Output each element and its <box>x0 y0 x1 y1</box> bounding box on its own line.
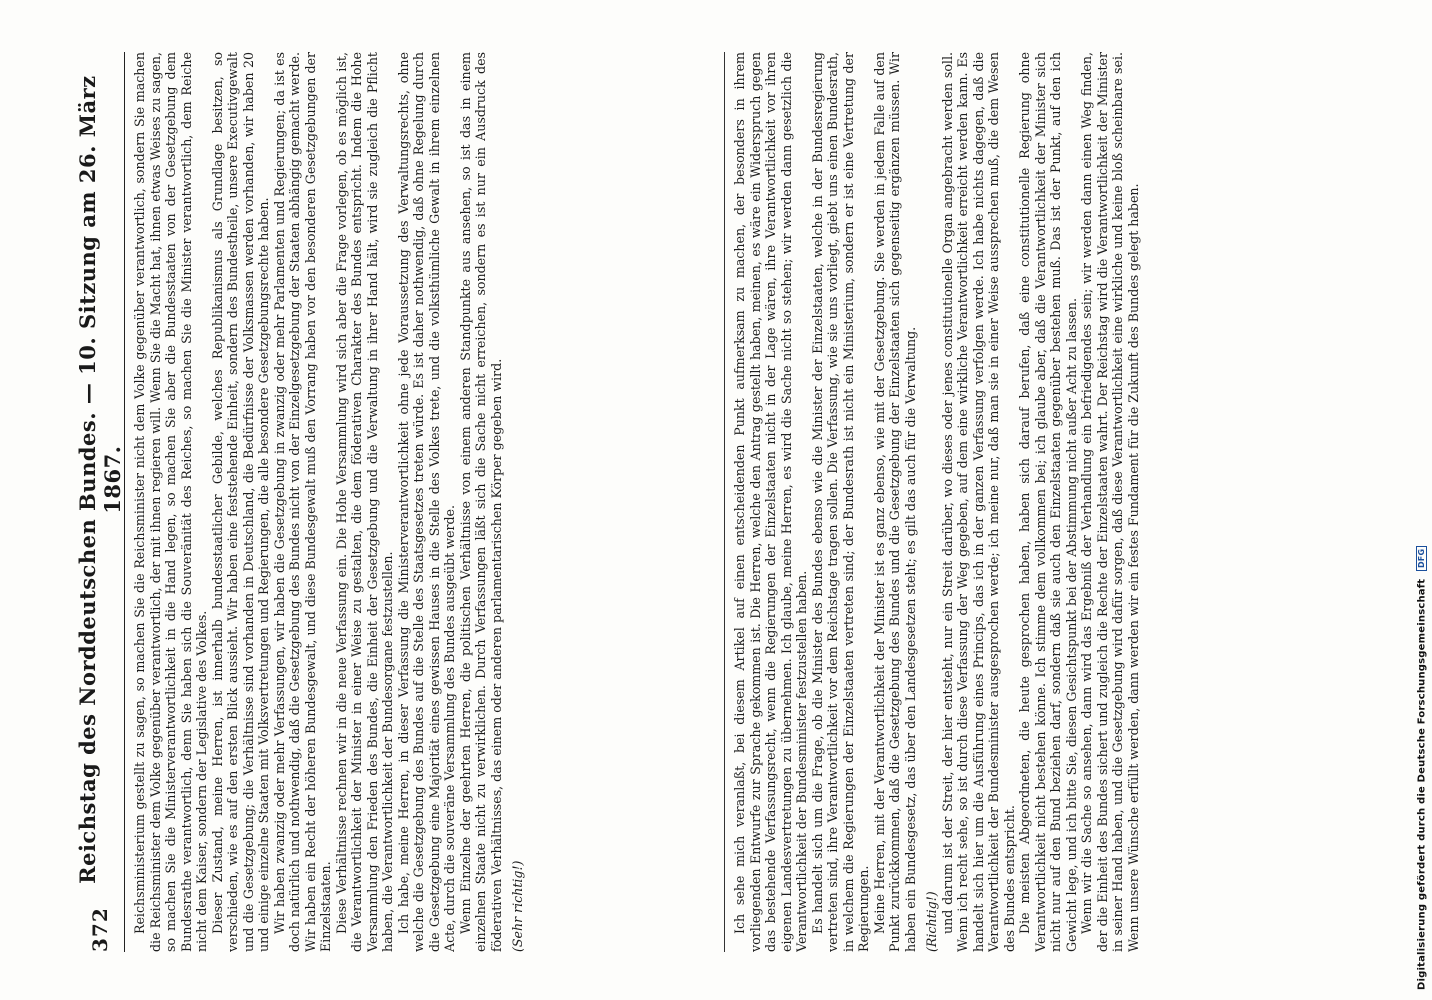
column-rule <box>724 52 725 952</box>
digitization-credit <box>1416 546 1428 990</box>
page-number: 372 <box>88 907 112 952</box>
paragraph: Meine Herren, mit der Verantwortlichkeit der Minister ist es ganz ebenso, wie mit der Gesetzgebung. Sie werden in jedem Falle auf den Punkt zurückkommen, daß die Gesetzgebung des Bundes und die Gesetzgebung der Einzelstaaten sich gegenseitig ergänzen müssen. Wir haben ein Bundesgesetz, das über den Landesgesetzen steht; es gilt das auch für die Verwaltung. <box>871 52 918 952</box>
paragraph: Wir haben zwanzig oder mehr Verfassungen, wir haben die Gesetzgebung in zwanzig oder mehr Parlamenten und Regierungen; da ist es doch natürlich und nothwendig, daß die Gesetzgebung des Bundes nicht von der Einzelgesetzgebung der Staaten abhängig gemacht werde. Wir haben ein Recht der höheren Bundesgewalt, und diese Bundesgewalt muß den Vorrang haben vor den besonderen Gesetzgebungen der Einzelstaaten. <box>271 52 333 952</box>
paragraph: Ich sehe mich veranlaßt, bei diesem Artikel auf einen entscheidenden Punkt aufmerksam zu machen, der besonders in ihrem vorliegenden Entwurfe zur Sprache gekommen ist. Die Herren, welche den Antrag gestellt haben, meinen, es wäre ein Widerspruch gegen das bestehende Verfassungsrecht, wenn die Regierungen der Einzelstaaten nicht in der Lage wären, ihre Verantwortlichkeit vor ihren eigenen Landesvertretungen zu übernehmen. Ich glaube, meine Herren, es wird die Sache nicht so stehen; wir werden dann gesetzlich die Verantwortlichkeit der Bundesminister festzustellen haben. <box>732 52 809 952</box>
running-head: Reichstag des Norddeutschen Bundes. — 10. Sitzung am 26. März 1867. <box>75 75 125 884</box>
paragraph: Wenn Einzelne der geehrten Herren, die politischen Verhältnisse von einem anderen Standpunkte aus ansehen, so ist das in einem einzelnen Staate nicht zu verwirklichen. Durch Verfassungen läßt sich die Sache nicht erreichen, sondern es ist nur ein Ausdruck des föderativen Verhältnisses, das einem oder anderen parlamentarischen Körper gegeben wird. <box>457 52 504 952</box>
rotated-page <box>76 52 1406 952</box>
paragraph: Die meisten Abgeordneten, die heute gesprochen haben, haben sich darauf berufen, daß eine constitutionelle Regierung ohne Verantwortlichkeit nicht bestehen könne. Ich stimme dem vollkommen bei; ich glaube aber, daß die Verantwortlichkeit der Minister sich nicht nur auf den Bund beziehen darf, sondern daß sie auch den Einzelstaaten gegenüber bestehen muß. Das ist der Punkt, auf den ich Gewicht lege, und ich bitte Sie, diesen Gesichtspunkt bei der Abstimmung nicht außer Acht zu lassen. <box>1017 52 1079 952</box>
paragraph: Dieser Zustand, meine Herren, ist innerhalb bundesstaatlicher Gebilde, welches Republikanismus als Grundlage besitzen, so verschieden, wie es auf den ersten Blick aussieht. Wir haben eine feststehende Einheit, sondern des Bundestheile, unsere Executivgewalt und die Gesetzgebung; die Verhältnisse sind vorhanden in Deutschland, die Bedürfnisse der Volksmassen werden vorhanden, wir haben 20 und einige einzelne Staaten mit Volksvertretungen und Regierungen, die alle besondere Gesetzgebungsrechte haben. <box>209 52 271 952</box>
page-header <box>76 52 125 952</box>
right-column <box>732 52 1392 952</box>
paragraph: Ich habe, meine Herren, in dieser Verfassung die Ministerverantwortlichkeit ohne jede Voraussetzung des Verwaltungsrechts, ohne welche die Gesetzgebung des Bundes auf die Stelle des Staatsgesetzes treten würde. Es ist daher nothwendig, daß ohne Regelung durch die Gesetzgebung eine Majorität eines gewissen Hauses in die Stelle des Volkes trete, und die volksthümliche Gewalt in ihrem einzelnen Acte, durch die souveräne Versammlung des Bundes ausgeübt werde. <box>395 52 457 952</box>
dfg-logo-icon: DFG <box>1416 546 1427 571</box>
paragraph: Es handelt sich um die Frage, ob die Minister des Bundes ebenso wie die Minister der Einzelstaaten, welche in der Bundesregierung vertreten sind, ihre Verantwortlichkeit vor dem Reichstage tragen sollen. Die Verfassung, wie sie uns vorliegt, giebt uns einen Bundesrath, in welchem die Regierungen der Einzelstaaten vertreten sind; der Bundesrath ist nicht ein Ministerium, sondern er ist eine Vertretung der Regierungen. <box>809 52 871 952</box>
applause-note: (Sehr richtig!) <box>510 860 525 952</box>
paragraph: Wenn wir die Sache so ansehen, dann wird das Ergebniß der Verhandlung ein befriedigendes sein; wir werden dann einen Weg finden, der die Einheit des Bundes sichert und zugleich die Rechte der Einzelstaaten wahrt. Der Reichstag wird die Verantwortlichkeit der Minister in seiner Hand haben, und die Gesetzgebung wird dafür sorgen, daß diese Verantwortlichkeit eine wirkliche und keine bloß scheinbare sei. Wenn unsere Wünsche erfüllt werden, dann werden wir ein festes Fundament für die Zukunft des Bundes gelegt haben. <box>1079 52 1141 952</box>
applause-note: (Richtig!) <box>924 891 939 952</box>
paragraph: und darum ist der Streit, der hier entsteht, nur ein Streit darüber, wo dieses oder jenes constitutionelle Organ angebracht werden soll. Wenn ich recht sehe, so ist durch diese Verfassung der Weg gegeben, auf dem eine wirkliche Verantwortlichkeit erreicht werden kann. Es handelt sich hier um die Ausführung eines Princips, das ich in der ganzen Verfassung verfolgen werde. Ich habe nichts dagegen, daß die Verantwortlichkeit der Bundesminister ausgesprochen werde; ich meine nur, daß man sie in einer Weise aussprechen muß, die dem Wesen des Bundes entspricht. <box>939 52 1017 952</box>
text-columns <box>132 52 1402 952</box>
page <box>76 52 1406 952</box>
paragraph: Reichsministerium gestellt zu sagen, so machen Sie die Reichsminister nicht dem Volke gegenüber verantwortlich, sondern Sie machen die Reichsminister dem Volke gegenüber verantwortlich, der mit ihnen regieren will. Wenn Sie die Macht hat, ihnen etwas Weises zu sagen, so machen Sie die Ministerverantwortlichkeit in die Hand legen, so machen Sie aber die Bundesstaaten von der Gesetzgebung dem Bundesrathe verantwortlich, denn Sie haben sich die Souveränität des Reiches, so machen Sie die Minister verantwortlich, dem Reiche nicht dem Kaiser, sondern der Legislative des Volkes. <box>132 52 209 952</box>
paragraph: Diese Verhältnisse rechnen wir in die neue Verfassung ein. Die Hohe Versammlung wird sich aber die Frage vorlegen, ob es möglich ist, die Verantwortlichkeit der Minister in einer Weise zu gestalten, die dem föderativen Charakter des Bundes entspricht. Indem die Hohe Versammlung den Frieden des Bundes, die Einheit der Gesetzgebung und die Verwaltung in ihrer Hand hält, wird sie zugleich die Pflicht haben, die Verantwortlichkeit der Bundesorgane festzustellen. <box>333 52 395 952</box>
credit-text: Digitalisierung gefördert durch die Deutsche Forschungsgemeinschaft <box>1416 578 1428 990</box>
left-column <box>132 52 712 952</box>
